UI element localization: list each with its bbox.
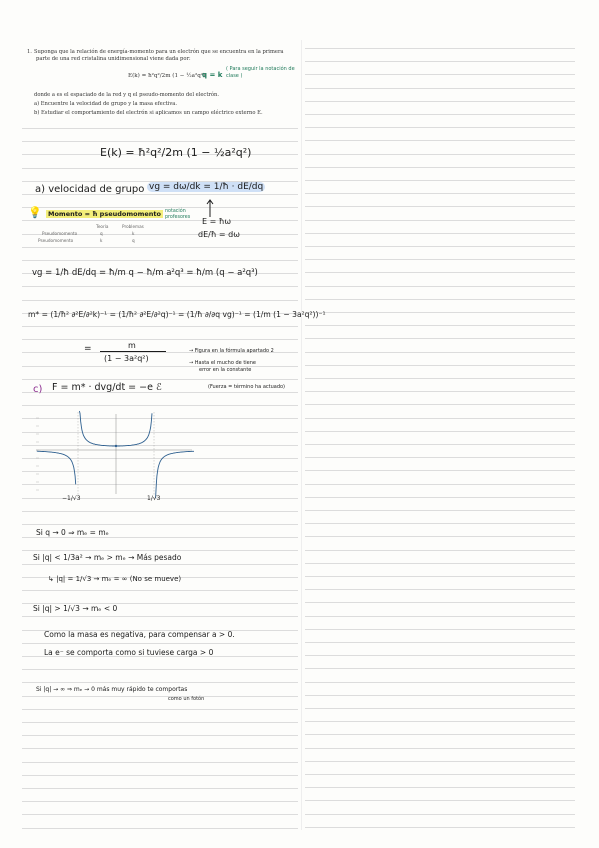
ruled-line (305, 154, 575, 155)
ruled-line (305, 246, 575, 247)
problem-part-b: b) Estudiar el comportamiento del electrón si aplicamos un campo eléctrico externo E. (34, 110, 263, 116)
ruled-line (305, 484, 575, 485)
side-note-3: error en la constante (199, 367, 252, 373)
case-q-small: Si |q| < 1/3a² → mₑ > mₑ → Más pesado (33, 553, 182, 562)
problem-intro-line2: parte de una red cristalina unidimensional viene dada por: (36, 56, 191, 62)
ruled-line (305, 457, 575, 458)
ruled-line (305, 101, 575, 102)
side-note-1: → Figura en la fórmula apartado 2 (189, 348, 274, 354)
ruled-line (22, 168, 298, 169)
curve-right-branch (156, 451, 194, 498)
problem-where: donde a es el espaciado de la red y q el pseudo-momento del electrón. (34, 92, 220, 98)
ruled-line (305, 827, 575, 828)
ruled-line (22, 748, 298, 749)
fraction-bar (100, 351, 166, 352)
ruled-line (305, 655, 575, 656)
curve-central-branch (79, 411, 152, 446)
ruled-line (22, 405, 298, 406)
ruled-line (22, 801, 298, 802)
ruled-line (305, 259, 575, 260)
ruled-line (22, 537, 298, 538)
ruled-line (305, 602, 575, 603)
ruled-line (305, 193, 575, 194)
ruled-line (22, 775, 298, 776)
ruled-line (22, 511, 298, 512)
problem-formula: E(k) = ħ²q²/2m (1 − ½a²q²) (128, 73, 206, 79)
notacion-profesores: notación profesores (165, 209, 191, 220)
ruled-line (305, 167, 575, 168)
ruled-line (305, 220, 575, 221)
vg-definition: vg = dω/dk = 1/ħ · dE/dq (149, 182, 264, 192)
ruled-line (305, 523, 575, 524)
ruled-line (305, 127, 575, 128)
ruled-line (22, 326, 298, 327)
curve-left-branch (37, 451, 76, 484)
ruled-line (22, 300, 298, 301)
main-formula: E(k) = ħ²q²/2m (1 − ½a²q²) (100, 146, 252, 159)
ruled-line (305, 378, 575, 379)
ruled-line (305, 418, 575, 419)
ruled-line (22, 379, 298, 380)
conclusion-1: Como la masa es negativa, para compensar a > 0. (44, 630, 235, 639)
part-c-label: c) (33, 384, 43, 395)
ruled-line (305, 748, 575, 749)
ruled-line (305, 48, 575, 49)
ruled-line (305, 497, 575, 498)
ruled-line (305, 642, 575, 643)
ruled-line (305, 721, 575, 722)
case-q-infinite: Si |q| → ∞ ⇒ mₑ → 0 más muy rápido te comportas (36, 686, 188, 693)
ruled-line (22, 339, 298, 340)
ruled-line (22, 286, 298, 287)
ruled-line (22, 141, 298, 142)
ruled-line (305, 365, 575, 366)
ruled-line (305, 616, 575, 617)
problem-intro-line1: Suponga que la relación de energía-momento para un electrón que se encuentra en la primera (34, 49, 284, 55)
de-dq: dE/ħ = dω (198, 230, 240, 239)
formula-note-green: ( Para seguir la notación de clase ) (226, 66, 295, 79)
problem-number: 1. (27, 49, 32, 55)
ruled-line (305, 114, 575, 115)
ruled-line (305, 800, 575, 801)
ruled-line (22, 682, 298, 683)
ruled-line (22, 220, 298, 221)
ruled-line (305, 682, 575, 683)
ruled-line (305, 299, 575, 300)
ruled-line (305, 404, 575, 405)
table-row1-label: Pseudomomento (42, 231, 78, 236)
ruled-line (22, 247, 298, 248)
plot-label-left: −1/√3 (62, 495, 81, 502)
vg-result: vg = 1/ħ dE/dq = ħ/m q − ħ/m a²q³ = ħ/m (q − a²q³) (32, 268, 258, 278)
force-note: (Fuerza = término ha actuado) (208, 384, 286, 390)
momento-box: Momento = ħ pseudomomento (48, 210, 161, 218)
ruled-line (22, 366, 298, 367)
table-row2-prob: q (132, 238, 135, 243)
ruled-line (305, 74, 575, 75)
table-row1-prob: k (132, 231, 135, 236)
table-row2-teoria: k (100, 238, 103, 243)
ruled-line (305, 550, 575, 551)
part-a-label: a) velocidad de grupo (35, 184, 145, 195)
ruled-line (305, 233, 575, 234)
ruled-line (22, 564, 298, 565)
ruled-line (22, 260, 298, 261)
case-q-zero: Si q → 0 ⇒ mₑ = mₑ (36, 528, 109, 537)
ruled-line (305, 61, 575, 62)
ruled-line (305, 787, 575, 788)
ruled-line (22, 207, 298, 208)
ruled-line (305, 391, 575, 392)
plot-label-right: 1/√3 (147, 495, 161, 502)
lightbulb-icon: 💡 (28, 206, 42, 219)
ruled-line (22, 735, 298, 736)
table-header-teoria: Teoría (96, 224, 109, 229)
case-q-infinite-b: como un fotón (168, 696, 205, 702)
arrow-up-icon (205, 198, 215, 218)
ruled-line (22, 128, 298, 129)
ruled-line (305, 589, 575, 590)
ruled-line (305, 140, 575, 141)
table-row2-label: Pseudomomento (38, 238, 74, 243)
ruled-line (22, 550, 298, 551)
ruled-line (305, 352, 575, 353)
ruled-line (305, 286, 575, 287)
ruled-line (305, 180, 575, 181)
ruled-line (22, 788, 298, 789)
formula-note: q = k (202, 71, 223, 79)
table-row1-teoria: q (100, 231, 103, 236)
conclusion-2: La e⁻ se comporta como si tuviese carga > 0 (44, 648, 214, 657)
ruled-line (305, 444, 575, 445)
ruled-line (305, 668, 575, 669)
ruled-line (305, 536, 575, 537)
equals-sign: = (84, 344, 92, 354)
column-separator (301, 40, 302, 830)
ruled-line (305, 761, 575, 762)
ruled-line (305, 325, 575, 326)
case-q-large: Si |q| > 1/√3 → mₑ < 0 (33, 604, 118, 613)
ruled-line (305, 563, 575, 564)
ruled-line (305, 88, 575, 89)
ruled-line (22, 709, 298, 710)
problem-part-a: a) Encuentre la velocidad de grupo y la masa efectiva. (34, 101, 178, 107)
ruled-line (22, 590, 298, 591)
ruled-line (22, 696, 298, 697)
ruled-line (305, 312, 575, 313)
ruled-line (305, 695, 575, 696)
ruled-line (22, 828, 298, 829)
ruled-line (22, 722, 298, 723)
ruled-line (305, 734, 575, 735)
mstar-numerator: m (128, 341, 136, 350)
ruled-line (22, 616, 298, 617)
ruled-line (305, 272, 575, 273)
plot-point (115, 445, 117, 447)
mstar-denominator: (1 − 3a²q²) (104, 354, 149, 363)
ruled-line (305, 708, 575, 709)
ruled-line (305, 629, 575, 630)
ruled-line (305, 470, 575, 471)
case-q-critical: ↳ |q| = 1/√3 → mₑ = ∞ (No se mueve) (48, 575, 182, 583)
ruled-line (305, 510, 575, 511)
e-hw: E = ħω (202, 217, 232, 226)
force-equation: F = m* · dvg/dt = −e ℰ (52, 382, 162, 393)
plot-ticks (36, 418, 39, 490)
ruled-line (22, 643, 298, 644)
ruled-line (22, 762, 298, 763)
ruled-line (305, 431, 575, 432)
ruled-line (305, 814, 575, 815)
ruled-line (305, 338, 575, 339)
side-note-2: → Hasta el mucho de tiene (189, 360, 256, 366)
ruled-line (22, 524, 298, 525)
ruled-line (22, 814, 298, 815)
ruled-line (305, 576, 575, 577)
ruled-line (305, 774, 575, 775)
ruled-line (305, 206, 575, 207)
mstar-line: m* = (1/ħ² ∂²E/∂²k)⁻¹ = (1/ħ² ∂²E/∂²q)⁻¹ = (1/ħ ∂/∂q vg)⁻¹ = (1/m (1 − 3a²q²))⁻¹ (28, 310, 326, 319)
ruled-line (22, 669, 298, 670)
table-header-problemas: Problemas (122, 224, 144, 229)
effective-mass-plot (34, 410, 194, 506)
